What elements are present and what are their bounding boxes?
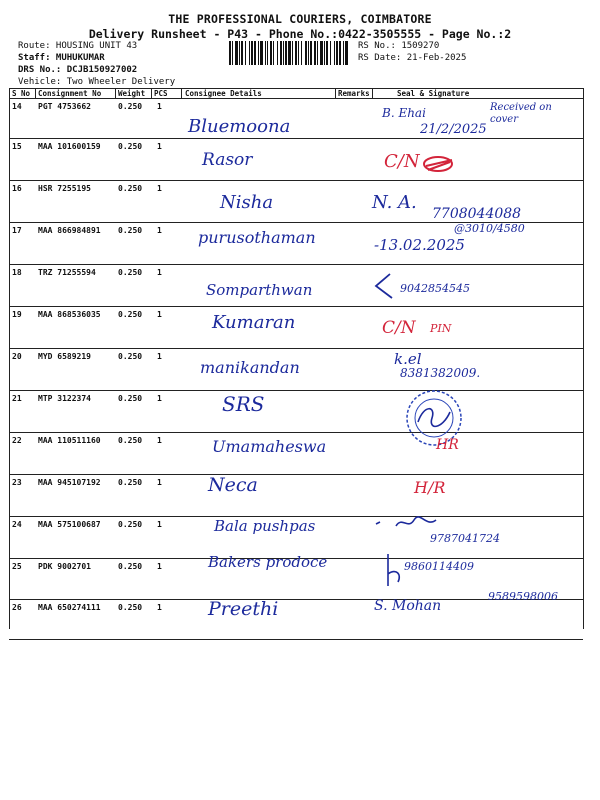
barcode-bar <box>241 41 243 65</box>
sno-cell: 17 <box>12 226 22 235</box>
signature-14-date: 21/2/2025 <box>420 122 487 137</box>
consignee-hand-25: Bakers prodoce <box>208 553 328 571</box>
signature-23: H/R <box>414 478 446 497</box>
row-divider <box>9 138 583 139</box>
consignment-cell: MAA 575100687 <box>38 520 101 529</box>
sno-cell: 16 <box>12 184 22 193</box>
rs-number: RS No.: 1509270 <box>358 41 440 51</box>
row-divider <box>9 348 583 349</box>
signature-16-extra: @3010/4580 <box>454 222 525 235</box>
pcs-cell: 1 <box>157 268 162 277</box>
sno-cell: 18 <box>12 268 22 277</box>
signature-26-phone: 9589598006 <box>488 590 558 603</box>
weight-cell: 0.250 <box>118 436 143 445</box>
row-divider <box>9 474 583 475</box>
weight-cell: 0.250 <box>118 310 143 319</box>
barcode-bar <box>245 41 246 65</box>
barcode-bar <box>273 41 274 65</box>
barcode-bar <box>317 41 318 65</box>
consignee-hand-20: manikandan <box>200 358 300 377</box>
pcs-cell: 1 <box>157 310 162 319</box>
consignment-cell: HSR 7255195 <box>38 184 91 193</box>
barcode-bar <box>288 41 291 65</box>
sno-cell: 19 <box>12 310 22 319</box>
signature-16-phone: 7708044088 <box>432 206 522 222</box>
consignee-hand-17: purusothaman <box>198 228 316 247</box>
staff-label: Staff: MUHUKUMAR <box>18 53 105 63</box>
barcode-bar <box>229 41 231 65</box>
barcode-bar <box>345 41 348 65</box>
signature-17: -13.02.2025 <box>374 236 465 254</box>
barcode-bar <box>235 41 238 65</box>
pcs-cell: 1 <box>157 520 162 529</box>
barcode-bar <box>292 41 293 65</box>
barcode-bar <box>283 41 284 65</box>
barcode-bar <box>267 41 268 65</box>
col-seal-signature: Seal & Signature <box>397 89 470 98</box>
barcode-bar <box>310 41 312 65</box>
col-consignee: Consignee Details <box>185 89 262 98</box>
signature-26: S. Mohan <box>374 598 442 614</box>
consignee-hand-22: Umamaheswa <box>212 437 327 456</box>
barcode-bar <box>254 41 256 65</box>
consignment-cell: MAA 101600159 <box>38 142 101 151</box>
consignee-hand-24: Bala pushpas <box>214 517 316 535</box>
col-remarks: Remarks <box>338 89 370 98</box>
col-pcs: PCS <box>154 89 168 98</box>
signature-24-mark <box>374 514 454 534</box>
barcode-bar <box>232 41 233 65</box>
signature-19-pin: PIN <box>430 322 452 335</box>
pcs-cell: 1 <box>157 102 162 111</box>
consignment-cell: TRZ 71255594 <box>38 268 96 277</box>
consignment-cell: PGT 4753662 <box>38 102 91 111</box>
signature-15: C/N <box>384 151 420 172</box>
signature-24: 9787041724 <box>430 532 500 545</box>
signature-20: k.el <box>394 350 422 368</box>
pcs-cell: 1 <box>157 603 162 612</box>
weight-cell: 0.250 <box>118 603 143 612</box>
pcs-cell: 1 <box>157 478 162 487</box>
company-stamp <box>396 388 472 454</box>
pcs-cell: 1 <box>157 562 162 571</box>
barcode-bar <box>298 41 299 65</box>
runsheet-title: Delivery Runsheet - P43 - Phone No.:0422-3505555 - Page No.:2 <box>88 27 512 41</box>
weight-cell: 0.250 <box>118 394 143 403</box>
sno-cell: 25 <box>12 562 22 571</box>
sno-cell: 21 <box>12 394 22 403</box>
signature-18-mark <box>372 272 396 302</box>
barcode-bar <box>239 41 240 65</box>
consignment-cell: MAA 945107192 <box>38 478 101 487</box>
consignee-hand-15: Rasor <box>202 150 253 170</box>
pcs-cell: 1 <box>157 184 162 193</box>
consignment-cell: MAA 868536035 <box>38 310 101 319</box>
signature-14: B. Ehai <box>382 106 426 120</box>
weight-cell: 0.250 <box>118 142 143 151</box>
signature-18: 9042854545 <box>400 282 470 295</box>
consignee-hand-23: Neca <box>208 474 258 496</box>
red-scribble-15 <box>420 154 460 178</box>
route-label: Route: HOUSING UNIT 43 <box>18 41 138 51</box>
weight-cell: 0.250 <box>118 352 143 361</box>
col-sno: S No <box>12 89 31 98</box>
consignee-hand-19: Kumaran <box>212 312 296 333</box>
barcode-bar <box>285 41 287 65</box>
sno-cell: 14 <box>12 102 22 111</box>
signature-25: 9860114409 <box>404 560 474 573</box>
consignee-hand-14: Bluemoona <box>188 116 291 137</box>
row-divider <box>9 306 583 307</box>
barcode-bar <box>251 41 253 65</box>
weight-cell: 0.250 <box>118 226 143 235</box>
rs-date: RS Date: 21-Feb-2025 <box>358 53 467 63</box>
consignment-cell: PDK 9002701 <box>38 562 91 571</box>
barcode-bar <box>258 41 259 65</box>
pcs-cell: 1 <box>157 226 162 235</box>
barcode-bar <box>265 41 266 65</box>
barcode-bar <box>336 41 338 65</box>
barcode-bar <box>270 41 272 65</box>
barcode-bar <box>324 41 325 65</box>
consignee-hand-18: Somparthwan <box>206 281 313 299</box>
company-title: THE PROFESSIONAL COURIERS, COIMBATORE <box>168 12 432 26</box>
row-divider <box>9 180 583 181</box>
signature-22: HR <box>436 437 459 453</box>
barcode-bar <box>330 41 331 65</box>
weight-cell: 0.250 <box>118 184 143 193</box>
barcode <box>229 41 351 65</box>
barcode-bar <box>280 41 282 65</box>
col-weight: Weight <box>118 89 146 98</box>
consignment-cell: MTP 3122374 <box>38 394 91 403</box>
sno-cell: 22 <box>12 436 22 445</box>
weight-cell: 0.250 <box>118 268 143 277</box>
consignee-hand-26: Preethi <box>208 598 279 620</box>
barcode-bar <box>301 41 302 65</box>
barcode-bar <box>260 41 263 65</box>
barcode-bar <box>320 41 323 65</box>
drs-label: DRS No.: DCJB150927002 <box>18 65 138 75</box>
sno-cell: 20 <box>12 352 22 361</box>
weight-cell: 0.250 <box>118 478 143 487</box>
signature-19: C/N <box>382 318 416 338</box>
barcode-bar <box>249 41 250 65</box>
row-divider <box>9 432 583 433</box>
pcs-cell: 1 <box>157 436 162 445</box>
pcs-cell: 1 <box>157 142 162 151</box>
weight-cell: 0.250 <box>118 520 143 529</box>
pcs-cell: 1 <box>157 394 162 403</box>
consignment-cell: MYD 6589219 <box>38 352 91 361</box>
barcode-bar <box>339 41 341 65</box>
consignee-hand-21: SRS <box>222 392 265 416</box>
sno-cell: 15 <box>12 142 22 151</box>
barcode-bar <box>314 41 316 65</box>
consignment-cell: MAA 650274111 <box>38 603 101 612</box>
sno-cell: 26 <box>12 603 22 612</box>
barcode-bar <box>295 41 297 65</box>
row-divider <box>9 639 583 640</box>
barcode-bar <box>343 41 344 65</box>
signature-14-note: Received on cover <box>490 102 552 125</box>
signature-20-phone: 8381382009. <box>400 366 481 380</box>
consignee-hand-16: Nisha <box>220 192 274 213</box>
barcode-bar <box>326 41 328 65</box>
pcs-cell: 1 <box>157 352 162 361</box>
barcode-bar <box>277 41 278 65</box>
vehicle-label: Vehicle: Two Wheeler Delivery <box>18 77 176 87</box>
row-divider <box>9 264 583 265</box>
consignment-cell: MAA 110511160 <box>38 436 101 445</box>
barcode-bar <box>334 41 335 65</box>
sno-cell: 24 <box>12 520 22 529</box>
row-divider <box>9 390 583 391</box>
signature-16: N. A. <box>372 192 417 213</box>
barcode-bar <box>308 41 309 65</box>
consignment-cell: MAA 866984891 <box>38 226 101 235</box>
weight-cell: 0.250 <box>118 102 143 111</box>
sno-cell: 23 <box>12 478 22 487</box>
weight-cell: 0.250 <box>118 562 143 571</box>
barcode-bar <box>305 41 307 65</box>
col-consignment: Consignment No <box>38 89 102 98</box>
